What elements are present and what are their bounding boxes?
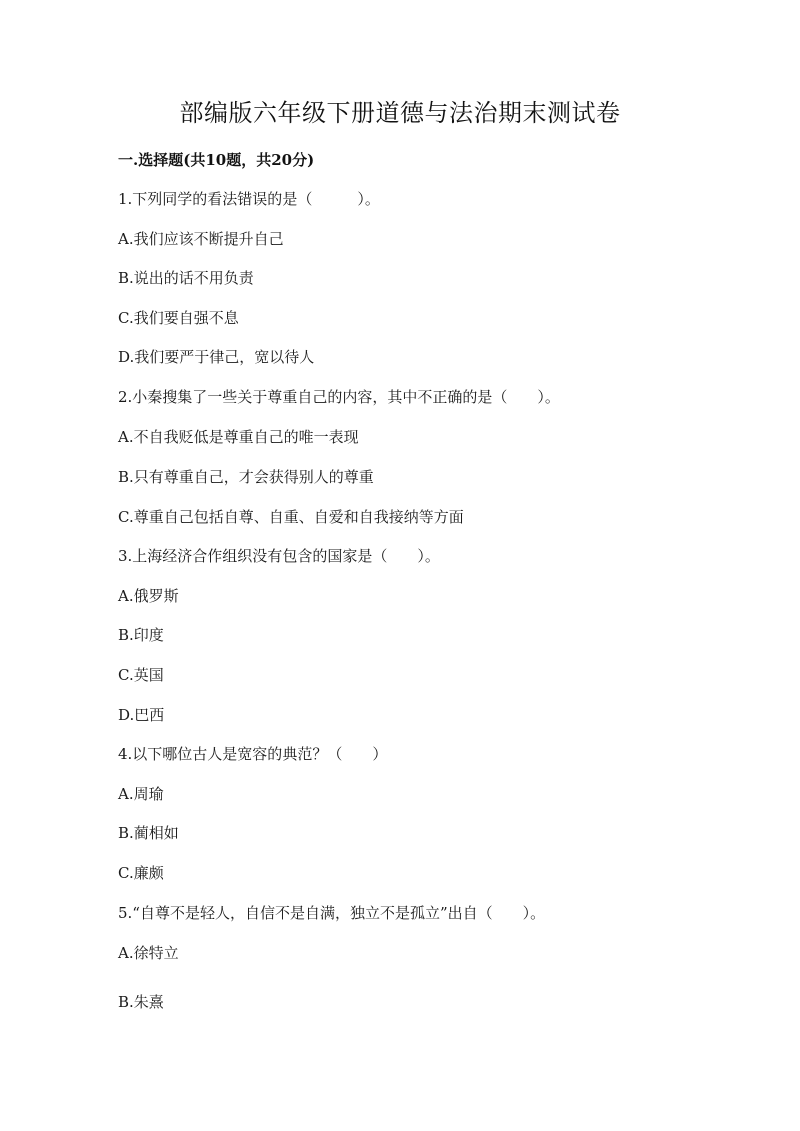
question-1-option-c: C.我们要自强不息 bbox=[118, 309, 239, 327]
question-5-option-a: A.徐特立 bbox=[118, 944, 179, 962]
question-5-stem: 5.“自尊不是轻人，自信不是自满，独立不是孤立”出自（ ）。 bbox=[118, 904, 546, 922]
question-4-option-a: A.周瑜 bbox=[118, 785, 164, 803]
question-1-option-d: D.我们要严于律己，宽以待人 bbox=[118, 348, 315, 366]
question-1-stem: 1.下列同学的看法错误的是（ ）。 bbox=[118, 190, 380, 208]
question-4-option-c: C.廉颇 bbox=[118, 864, 164, 882]
question-3-option-c: C.英国 bbox=[118, 666, 164, 684]
question-2-option-b: B.只有尊重自己，才会获得别人的尊重 bbox=[118, 468, 374, 486]
question-1-option-b: B.说出的话不用负责 bbox=[118, 269, 254, 287]
question-4-option-b: B.蔺相如 bbox=[118, 824, 179, 842]
question-3-option-d: D.巴西 bbox=[118, 706, 165, 724]
question-3-option-a: A.俄罗斯 bbox=[118, 587, 179, 605]
section-header: 一.选择题(共10题，共20分) bbox=[118, 151, 315, 169]
question-2-option-a: A.不自我贬低是尊重自己的唯一表现 bbox=[118, 428, 359, 446]
page-title: 部编版六年级下册道德与法治期末测试卷 bbox=[179, 99, 621, 127]
question-3-stem: 3.上海经济合作组织没有包含的国家是（ ）。 bbox=[118, 547, 440, 565]
question-2-option-c: C.尊重自己包括自尊、自重、自爱和自我接纳等方面 bbox=[118, 508, 464, 526]
question-2-stem: 2.小秦搜集了一些关于尊重自己的内容，其中不正确的是（ ）。 bbox=[118, 388, 560, 406]
question-5-option-b: B.朱熹 bbox=[118, 993, 164, 1011]
question-1-option-a: A.我们应该不断提升自己 bbox=[118, 230, 284, 248]
question-4-stem: 4.以下哪位古人是宽容的典范？（ ） bbox=[118, 745, 388, 763]
question-3-option-b: B.印度 bbox=[118, 626, 164, 644]
